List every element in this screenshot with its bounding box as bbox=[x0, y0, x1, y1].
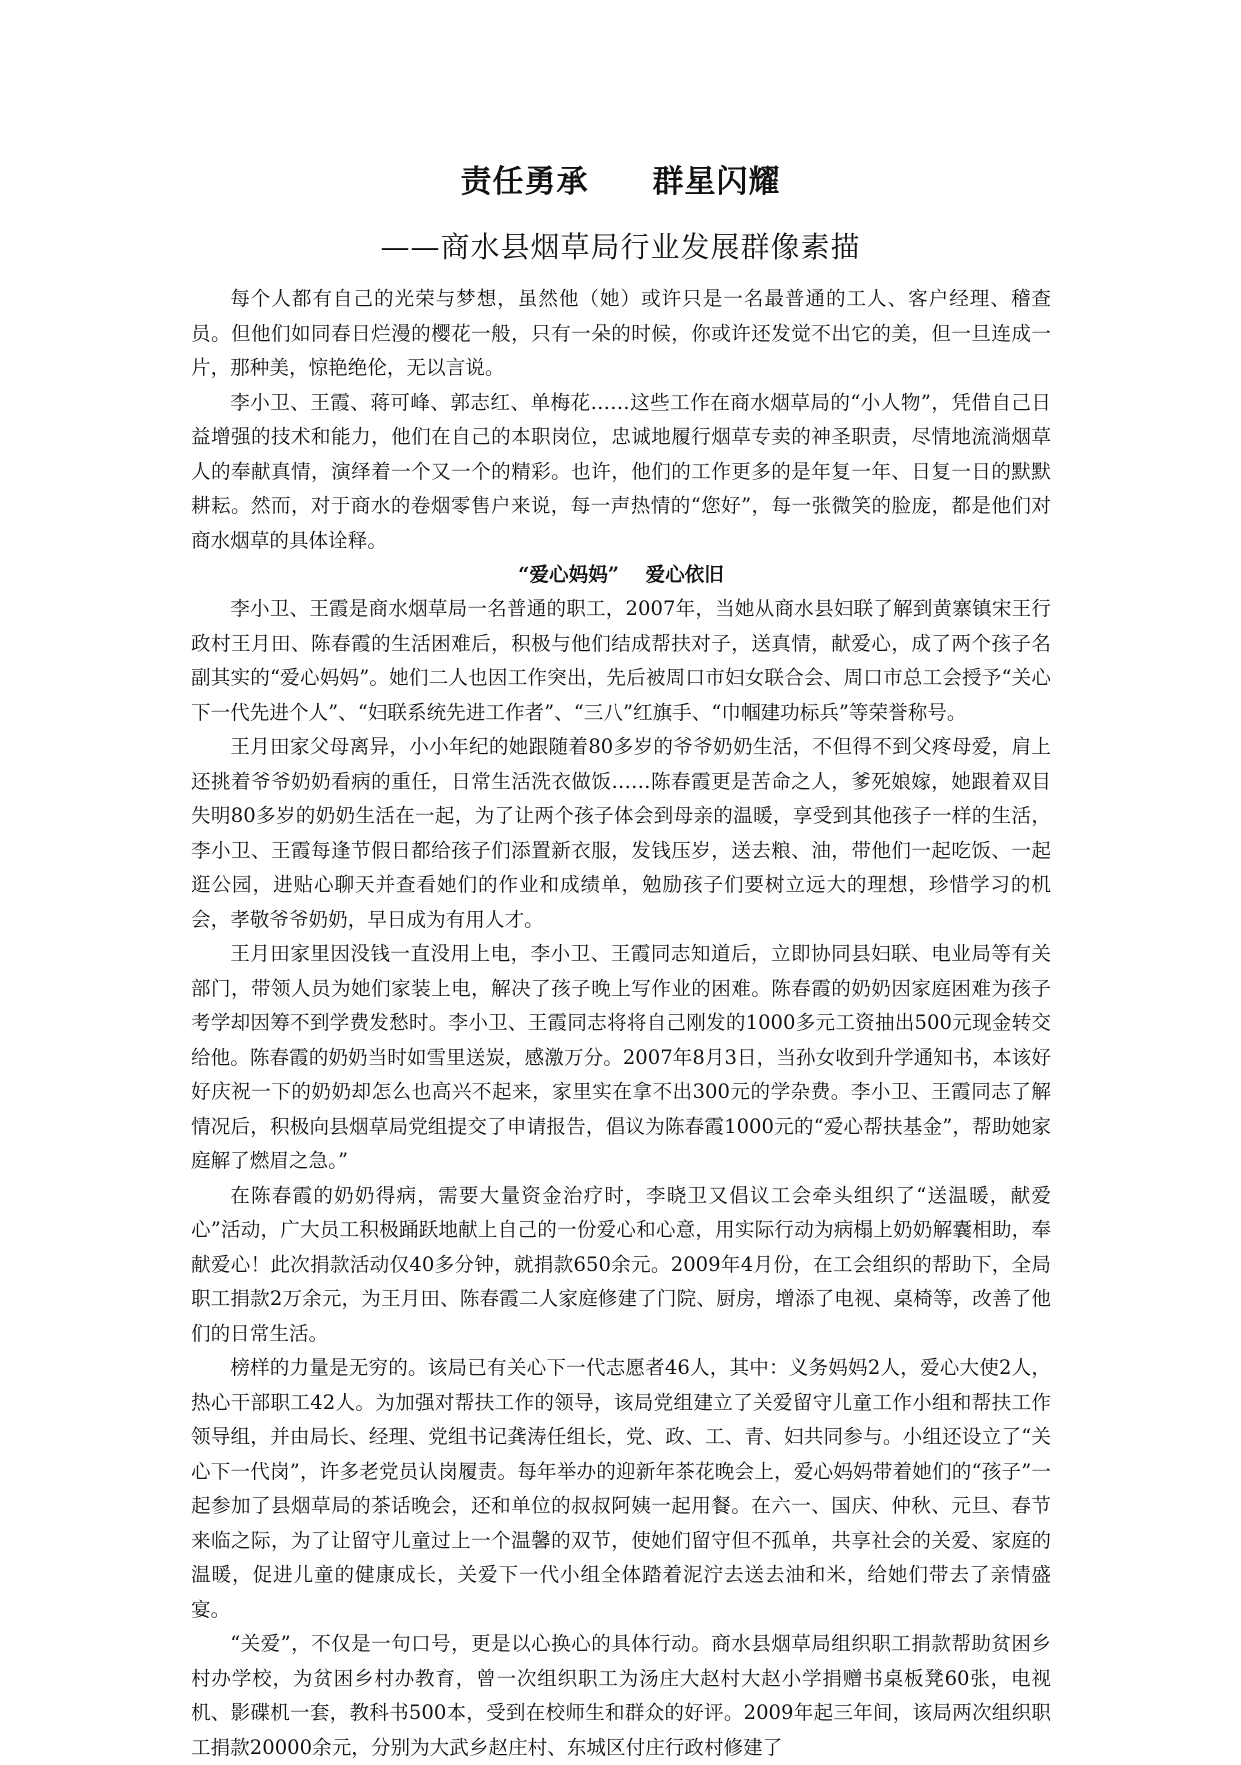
page-subtitle: ——商水县烟草局行业发展群像素描 bbox=[380, 230, 861, 264]
intro-paragraph: 每个人都有自己的光荣与梦想，虽然他（她）或许只是一名最普通的工人、客户经理、稽查员。但他们如同春日烂漫的樱花一般，只有一朵的时候，你或许还发觉不出它的美，但一旦连成一片，那种美，惊艳绝伦，无以言说。 bbox=[191, 287, 1051, 379]
section-paragraph: 榜样的力量是无穷的。该局已有关心下一代志愿者46人，其中：义务妈妈2人，爱心大使2人，热心干部职工42人。为加强对帮扶工作的领导，该局党组建立了关爱留守儿童工作小组和帮扶工作领导组，并由局长、经理、党组书记龚涛任组长，党、政、工、青、妇共同参与。小组还设立了“关心下一代岗”，许多老党员认岗履责。每年举办的迎新年茶花晚会上，爱心妈妈带着她们的“孩子”一起参加了县烟草局的茶话晚会，还和单位的叔叔阿姨一起用餐。在六一、国庆、仲秋、元旦、春节来临之际，为了让留守儿童过上一个温馨的双节，使她们留守但不孤单，共享社会的关爱、家庭的温暖，促进儿童的健康成长，关爱下一代小组全体踏着泥泞去送去油和米，给她们带去了亲情盛宴。 bbox=[191, 1356, 1051, 1621]
section-paragraph: 王月田家里因没钱一直没用上电，李小卫、王霞同志知道后，立即协同县妇联、电业局等有关部门，带领人员为她们家装上电，解决了孩子晚上写作业的困难。陈春霞的奶奶因家庭困难为孩子考学却因筹不到学费发愁时。李小卫、王霞同志将将自己刚发的1000多元工资抽出500元现金转交给他。陈春霞的奶奶当时如雪里送炭，感激万分。2007年8月3日，当孙女收到升学通知书，本该好好庆祝一下的奶奶却怎么也高兴不起来，家里实在拿不出300元的学杂费。李小卫、王霞同志了解情况后，积极向县烟草局党组提交了申请报告，倡议为陈春霞1000元的“爱心帮扶基金”，帮助她家庭解了燃眉之急。” bbox=[191, 942, 1051, 1172]
article-body bbox=[191, 282, 1051, 1765]
intro-paragraph: 李小卫、王霞、蒋可峰、郭志红、单梅花……这些工作在商水烟草局的“小人物”，凭借自己日益增强的技术和能力，他们在自己的本职岗位，忠诚地履行烟草专卖的神圣职责，尽情地流淌烟草人的奉献真情，演绎着一个又一个的精彩。也许，他们的工作更多的是年复一年、日复一日的默默耕耘。然而，对于商水的卷烟零售户来说，每一声热情的“您好”，每一张微笑的脸庞，都是他们对商水烟草的具体诠释。 bbox=[191, 390, 1051, 552]
section-heading: “爱心妈妈” 爱心依旧 bbox=[518, 563, 724, 586]
section-paragraph: 李小卫、王霞是商水烟草局一名普通的职工，2007年，当她从商水县妇联了解到黄寨镇宋王行政村王月田、陈春霞的生活困难后，积极与他们结成帮扶对子，送真情，献爱心，成了两个孩子名副其实的“爱心妈妈”。她们二人也因工作突出，先后被周口市妇女联合会、周口市总工会授予“关心下一代先进个人”、“妇联系统先进工作者”、“三八”红旗手、“巾帼建功标兵”等荣誉称号。 bbox=[191, 597, 1051, 724]
section-paragraph: 王月田家父母离异，小小年纪的她跟随着80多岁的爷爷奶奶生活，不但得不到父疼母爱，肩上还挑着爷爷奶奶看病的重任，日常生活洗衣做饭……陈春霞更是苦命之人，爹死娘嫁，她跟着双目失明80多岁的奶奶生活在一起，为了让两个孩子体会到母亲的温暖，享受到其他孩子一样的生活，李小卫、王霞每逢节假日都给孩子们添置新衣服，发钱压岁，送去粮、油，带他们一起吃饭、一起逛公园，进贴心聊天并查看她们的作业和成绩单，勉励孩子们要树立远大的理想，珍惜学习的机会，孝敬爷爷奶奶，早日成为有用人才。 bbox=[191, 735, 1051, 931]
section-paragraph: 在陈春霞的奶奶得病，需要大量资金治疗时，李晓卫又倡议工会牵头组织了“送温暖，献爱心”活动，广大员工积极踊跃地献上自己的一份爱心和心意，用实际行动为病榻上奶奶解囊相助，奉献爱心！此次捐款活动仅40多分钟，就捐款650余元。2009年4月份，在工会组织的帮助下，全局职工捐款2万余元，为王月田、陈春霞二人家庭修建了门院、厨房，增添了电视、桌椅等，改善了他们的日常生活。 bbox=[191, 1183, 1051, 1345]
section-paragraph: “关爱”，不仅是一句口号，更是以心换心的具体行动。商水县烟草局组织职工捐款帮助贫困乡村办学校，为贫困乡村办教育，曾一次组织职工为汤庄大赵村大赵小学捐赠书桌板凳60张，电视机、影碟机一套，教科书500本，受到在校师生和群众的好评。2009年起三年间，该局两次组织职工捐款20000余元，分别为大武乡赵庄村、东城区付庄行政村修建了 bbox=[191, 1632, 1051, 1759]
page-title: 责任勇承 群星闪耀 bbox=[460, 164, 781, 200]
